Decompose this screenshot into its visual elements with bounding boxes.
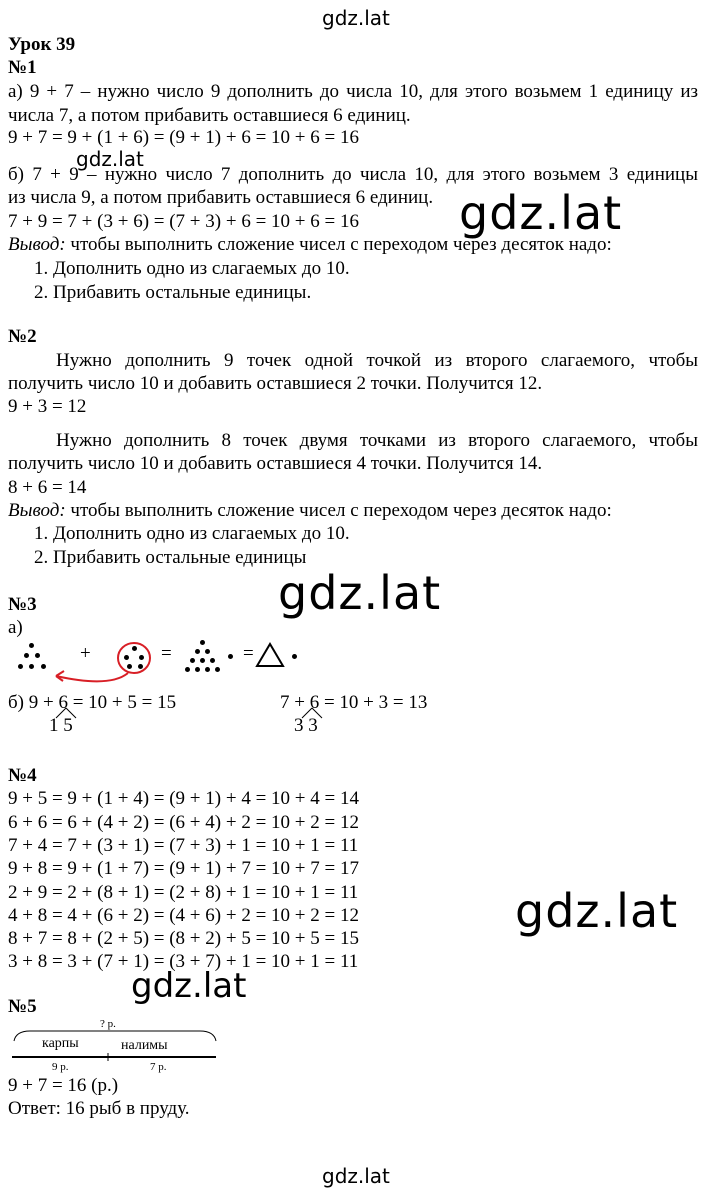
task3-b-equation-2: 7 + 6 = 10 + 3 = 13 bbox=[280, 692, 428, 713]
task3-heading: №3 bbox=[8, 594, 37, 615]
equals-sign: = bbox=[243, 643, 254, 664]
task2-p2-line1: Нужно дополнить 8 точек двумя точками из второго слагаемого, чтобы bbox=[56, 430, 698, 451]
dot bbox=[292, 654, 297, 659]
left-segment-value: 9 р. bbox=[52, 1061, 69, 1073]
dot bbox=[124, 655, 129, 660]
task4-row: 9 + 8 = 9 + (1 + 7) = (9 + 1) + 7 = 10 + 7 = 17 bbox=[8, 858, 359, 879]
task1-a-equation: 9 + 7 = 9 + (1 + 6) = (9 + 1) + 6 = 10 + 6 = 16 bbox=[8, 127, 359, 148]
dot bbox=[210, 658, 215, 663]
conclusion-label: Вывод: bbox=[8, 500, 66, 521]
dot bbox=[200, 640, 205, 645]
watermark-large: gdz.lat bbox=[278, 566, 442, 620]
task3-b-split-1: 1 5 bbox=[49, 715, 73, 736]
watermark-large: gdz.lat bbox=[459, 186, 623, 240]
task2-equation-1: 9 + 3 = 12 bbox=[8, 396, 87, 417]
left-segment-label: карпы bbox=[42, 1036, 79, 1051]
conclusion-text: чтобы выполнить сложение чисел с переходом через десяток надо: bbox=[65, 234, 612, 255]
conclusion-text: чтобы выполнить сложение чисел с переходом через десяток надо: bbox=[65, 500, 612, 521]
task1-a-line2: числа 7, а потом прибавить оставшиеся 6 единиц. bbox=[8, 105, 411, 126]
dot bbox=[200, 658, 205, 663]
task5-heading: №5 bbox=[8, 996, 37, 1017]
task1-step-2: 2. Прибавить остальные единицы. bbox=[34, 282, 312, 303]
task1-conclusion bbox=[8, 233, 612, 257]
watermark-medium: gdz.lat bbox=[131, 966, 247, 1006]
task2-p1-line1: Нужно дополнить 9 точек одной точкой из второго слагаемого, чтобы bbox=[56, 350, 698, 371]
dot bbox=[190, 658, 195, 663]
task5-answer: Ответ: 16 рыб в пруду. bbox=[8, 1098, 190, 1119]
task4-row: 8 + 7 = 8 + (2 + 5) = (8 + 2) + 5 = 10 + 5 = 15 bbox=[8, 928, 359, 949]
total-label: ? р. bbox=[100, 1018, 116, 1030]
equals-sign: = bbox=[161, 643, 172, 664]
right-segment-value: 7 р. bbox=[150, 1061, 167, 1073]
red-arrow bbox=[56, 673, 128, 681]
triangle-shape bbox=[257, 644, 283, 666]
task1-step-1: 1. Дополнить одно из слагаемых до 10. bbox=[34, 258, 350, 279]
dot bbox=[185, 667, 190, 672]
task4-row: 4 + 8 = 4 + (6 + 2) = (4 + 6) + 2 = 10 + 2 = 12 bbox=[8, 905, 359, 926]
watermark-top: gdz.lat bbox=[322, 6, 390, 30]
dot bbox=[228, 654, 233, 659]
dot bbox=[195, 667, 200, 672]
task3-part-a: а) bbox=[8, 617, 23, 638]
task4-row: 9 + 5 = 9 + (1 + 4) = (9 + 1) + 4 = 10 + 4 = 14 bbox=[8, 788, 359, 809]
dot bbox=[205, 649, 210, 654]
task1-a-line1: а) 9 + 7 – нужно число 9 дополнить до числа 10, для этого возьмем 1 единицу из bbox=[8, 81, 698, 102]
task2-conclusion bbox=[8, 499, 612, 523]
watermark-bottom: gdz.lat bbox=[322, 1164, 390, 1188]
task4-heading: №4 bbox=[8, 765, 37, 786]
dot bbox=[127, 664, 132, 669]
task1-b-line1: б) 7 + 9 – нужно число 7 дополнить до числа 10, для этого возьмем 3 единицы bbox=[8, 164, 698, 185]
dot bbox=[132, 646, 137, 651]
lesson-title: Урок 39 bbox=[8, 34, 76, 55]
watermark-large: gdz.lat bbox=[515, 884, 679, 938]
task2-step-1: 1. Дополнить одно из слагаемых до 10. bbox=[34, 523, 350, 544]
dot bbox=[205, 667, 210, 672]
dot bbox=[139, 655, 144, 660]
right-segment-label: налимы bbox=[121, 1038, 168, 1053]
task4-row: 2 + 9 = 2 + (8 + 1) = (2 + 8) + 1 = 10 + 1 = 11 bbox=[8, 882, 359, 903]
task2-p2-line2: получить число 10 и добавить оставшиеся 4 точки. Получится 14. bbox=[8, 453, 543, 474]
dot bbox=[138, 664, 143, 669]
task4-row: 6 + 6 = 6 + (4 + 2) = (6 + 4) + 2 = 10 + 2 = 12 bbox=[8, 812, 359, 833]
task3-b-equation-1: б) 9 + 6 = 10 + 5 = 15 bbox=[8, 692, 177, 713]
dot bbox=[215, 667, 220, 672]
dots-illustration bbox=[0, 636, 330, 690]
task2-equation-2: 8 + 6 = 14 bbox=[8, 477, 87, 498]
task1-b-equation: 7 + 9 = 7 + (3 + 6) = (7 + 3) + 6 = 10 + 6 = 16 bbox=[8, 211, 359, 232]
task2-heading: №2 bbox=[8, 326, 37, 347]
task1-b-line2: из числа 9, а потом прибавить оставшиеся 6 единиц. bbox=[8, 187, 434, 208]
task2-step-2: 2. Прибавить остальные единицы bbox=[34, 547, 307, 568]
conclusion-label: Вывод: bbox=[8, 234, 66, 255]
dot bbox=[195, 649, 200, 654]
plus-sign: + bbox=[80, 643, 91, 664]
task1-heading: №1 bbox=[8, 57, 37, 78]
task4-row: 3 + 8 = 3 + (7 + 1) = (3 + 7) + 1 = 10 + 1 = 11 bbox=[8, 951, 359, 972]
task3-b-split-2: 3 3 bbox=[294, 715, 318, 736]
task5-equation: 9 + 7 = 16 (р.) bbox=[8, 1075, 119, 1096]
watermark-inline: gdz.lat bbox=[76, 147, 144, 171]
task4-row: 7 + 4 = 7 + (3 + 1) = (7 + 3) + 1 = 10 + 1 = 11 bbox=[8, 835, 359, 856]
task2-p1-line2: получить число 10 и добавить оставшиеся 2 точки. Получится 12. bbox=[8, 373, 543, 394]
